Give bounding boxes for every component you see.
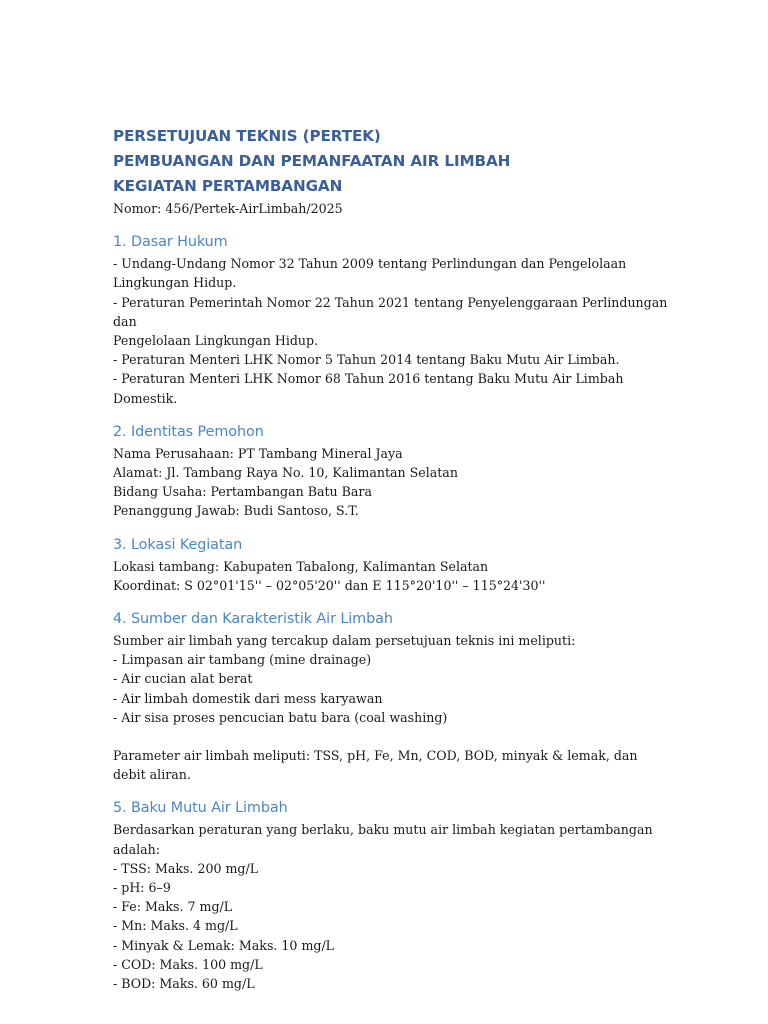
title-line-2: PEMBUANGAN DAN PEMANFAATAN AIR LIMBAH — [113, 152, 511, 170]
section-5 — [113, 798, 673, 993]
section-2 — [113, 422, 673, 521]
section-3 — [113, 535, 673, 595]
section-line: Lingkungan Hidup. — [113, 275, 237, 291]
section-4 — [113, 609, 673, 784]
section-line: - Minyak & Lemak: Maks. 10 mg/L — [113, 937, 335, 953]
section-line: - Peraturan Menteri LHK Nomor 5 Tahun 2014 tentang Baku Mutu Air Limbah. — [113, 352, 620, 368]
section-line: Koordinat: S 02°01'15'' – 02°05'20'' dan E 115°20'10'' – 115°24'30'' — [113, 577, 546, 593]
document-page — [113, 124, 673, 993]
section-line: - pH: 6–9 — [113, 880, 171, 896]
section-line: - Peraturan Pemerintah Nomor 22 Tahun 2021 tentang Penyelenggaraan Perlindungan dan — [113, 294, 672, 329]
title-line-3: KEGIATAN PERTAMBANGAN — [113, 177, 343, 195]
section-heading: 5. Baku Mutu Air Limbah — [113, 800, 288, 817]
section-heading: 4. Sumber dan Karakteristik Air Limbah — [113, 611, 393, 628]
section-line: - Undang-Undang Nomor 32 Tahun 2009 tentang Perlindungan dan Pengelolaan — [113, 256, 627, 272]
section-line: Nama Perusahaan: PT Tambang Mineral Jaya — [113, 445, 403, 461]
section-heading: 3. Lokasi Kegiatan — [113, 536, 243, 553]
section-line: Penanggung Jawab: Budi Santoso, S.T. — [113, 503, 359, 519]
section-line: - Air cucian alat berat — [113, 671, 253, 687]
title-line-1: PERSETUJUAN TEKNIS (PERTEK) — [113, 127, 381, 145]
section-line: - Peraturan Menteri LHK Nomor 68 Tahun 2016 tentang Baku Mutu Air Limbah Domestik. — [113, 371, 628, 406]
section-heading: 2. Identitas Pemohon — [113, 423, 264, 440]
blank-line — [113, 727, 673, 746]
section-line: - Limpasan air tambang (mine drainage) — [113, 652, 372, 668]
section-line: - COD: Maks. 100 mg/L — [113, 956, 263, 972]
section-line: - Air sisa proses pencucian batu bara (coal washing) — [113, 709, 448, 725]
section-line: - TSS: Maks. 200 mg/L — [113, 860, 259, 876]
section-line: Bidang Usaha: Pertambangan Batu Bara — [113, 484, 372, 500]
section-line: - Mn: Maks. 4 mg/L — [113, 918, 238, 934]
document-sections — [113, 232, 673, 993]
document-title — [113, 124, 673, 199]
document-number: Nomor: 456/Pertek-AirLimbah/2025 — [113, 201, 343, 216]
section-line: Alamat: Jl. Tambang Raya No. 10, Kalimantan Selatan — [113, 465, 458, 481]
section-line: - Fe: Maks. 7 mg/L — [113, 899, 233, 915]
section-line: Sumber air limbah yang tercakup dalam persetujuan teknis ini meliputi: — [113, 633, 576, 649]
section-heading: 1. Dasar Hukum — [113, 234, 228, 251]
section-1 — [113, 232, 673, 408]
section-line: Lokasi tambang: Kabupaten Tabalong, Kalimantan Selatan — [113, 558, 489, 574]
section-line: Berdasarkan peraturan yang berlaku, baku mutu air limbah kegiatan pertambangan adalah: — [113, 822, 657, 857]
section-line: Pengelolaan Lingkungan Hidup. — [113, 333, 319, 349]
section-line: - BOD: Maks. 60 mg/L — [113, 976, 255, 992]
section-line: Parameter air limbah meliputi: TSS, pH, Fe, Mn, COD, BOD, minyak & lemak, dan debit aliran. — [113, 748, 642, 783]
section-line: - Air limbah domestik dari mess karyawan — [113, 690, 383, 706]
